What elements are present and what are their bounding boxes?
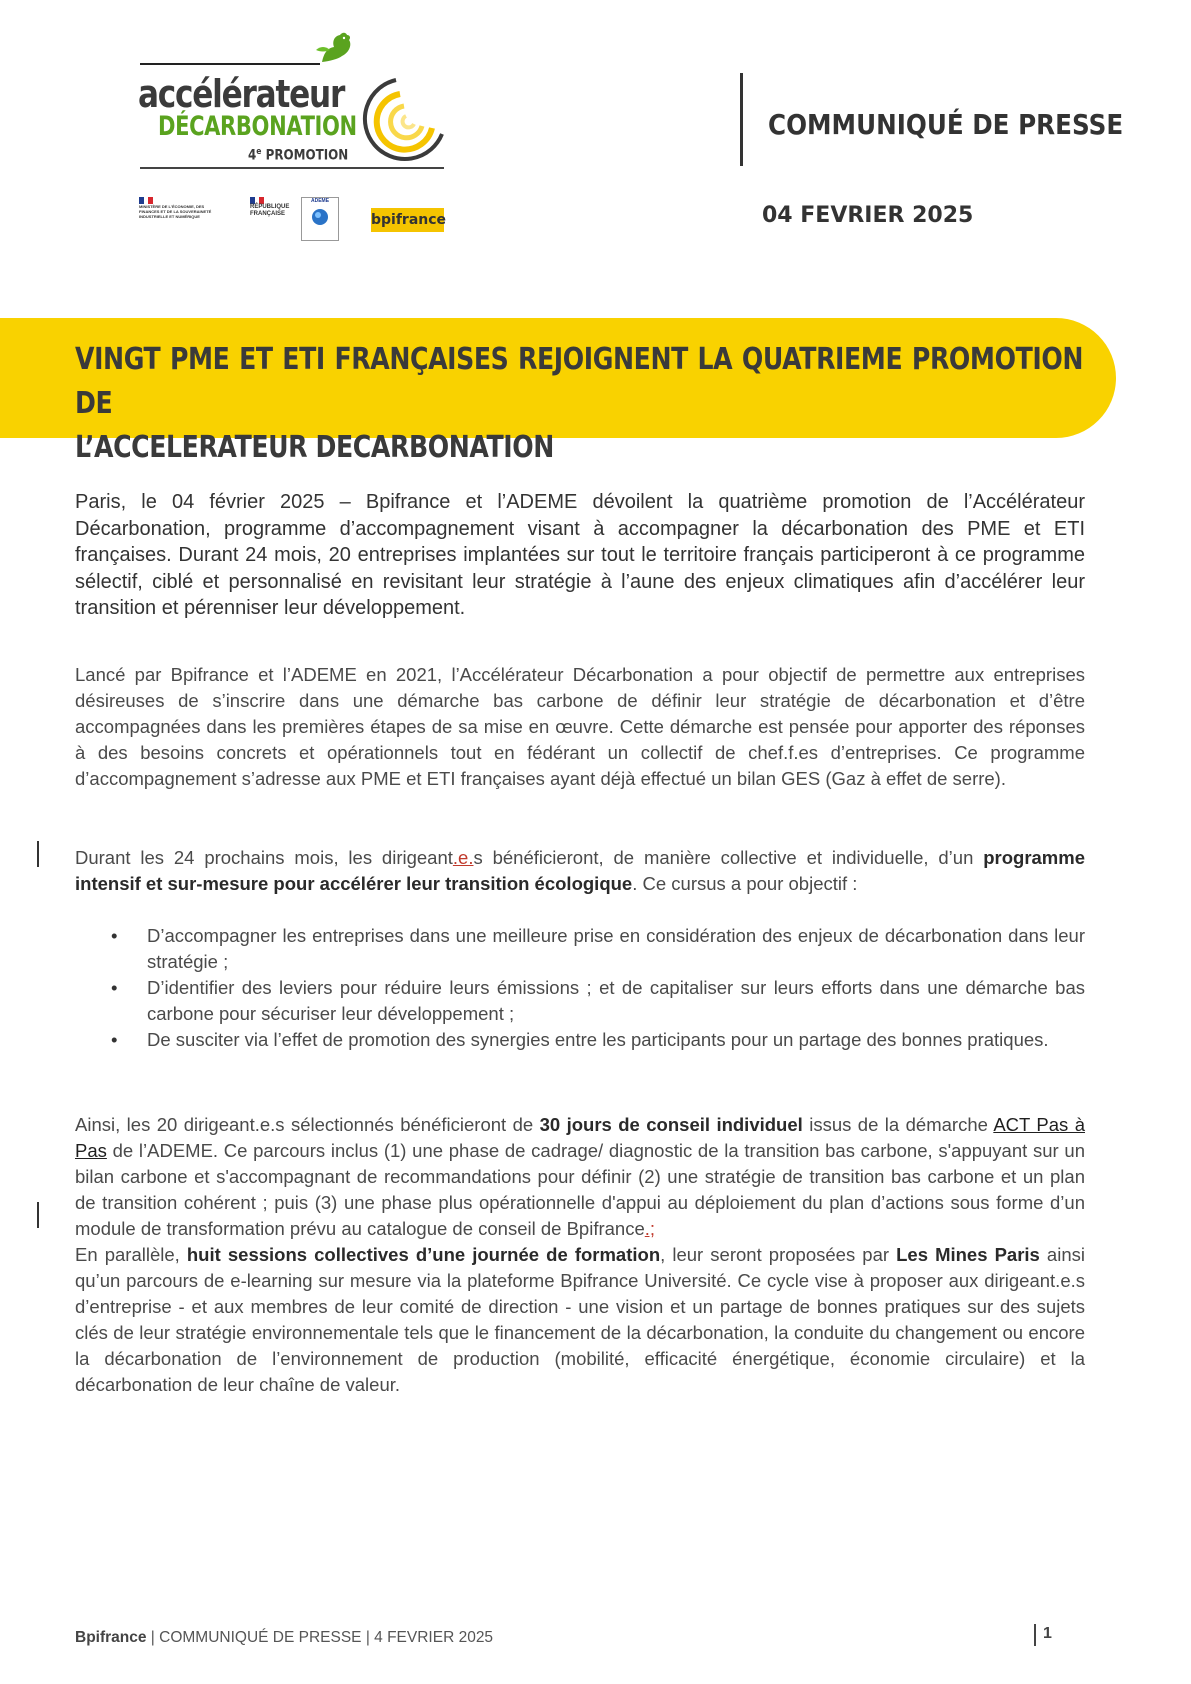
ademe-globe-icon bbox=[302, 204, 338, 234]
page-number: 1 bbox=[1043, 1625, 1052, 1642]
french-flag-icon bbox=[250, 197, 264, 204]
logo-base-line bbox=[140, 167, 444, 169]
paragraph-formation: En parallèle, huit sessions collectives d’une journée de formation, leur seront proposées par Les Mines Paris ainsi qu’un parcours de e-learning sur mesure via la plateforme Bpifrance Université. Ce cycle vise à proposer aux dirigeant.e.s d’entreprise - et aux membres de leur comité de direction - une vision et un partage de bonnes pratiques sur des sujets clés de leur stratégie environnementale tels que le financement de la décarbonation, la conduite du changement ou encore la décarbonation de l’environnement de production (mobilité, efficacité énergétique, économie circulaire) et la décarbonation de leur chaîne de valeur. bbox=[75, 1244, 1085, 1395]
header-divider bbox=[740, 73, 743, 166]
revision-bar bbox=[37, 1202, 39, 1228]
paragraph-launch: Lancé par Bpifrance et l’ADEME en 2021, l’Accélérateur Décarbonation a pour objectif de permettre aux entreprises désireuses de s’inscrire dans une démarche bas carbone de définir leur stratégie de décarbonation et d’être accompagnées dans les premières étapes de sa mise en œuvre. Cette démarche est pensée pour apporter des réponses à des besoins concrets et opérationnels tout en fédérant un collectif de chef.f.es d’entreprises. Ce programme d’accompagnement s’adresse aux PME et ETI françaises ayant déjà effectué un bilan GES (Gaz à effet de serre). bbox=[75, 664, 1085, 789]
logo-promotion: 4e PROMOTION bbox=[248, 147, 349, 164]
page-number-divider bbox=[1034, 1624, 1036, 1646]
bpifrance-logo: bpifrance bbox=[371, 208, 444, 232]
list-item: • De susciter via l’effet de promotion des synergies entre les participants pour un partage des bonnes pratiques. bbox=[75, 1027, 1085, 1053]
french-flag-icon bbox=[139, 197, 153, 204]
ministere-logo: MINISTÈRE DE L'ÉCONOMIE, DES FINANCES ET DE LA SOUVERAINETÉ INDUSTRIELLE ET NUMÉRIQUE bbox=[139, 197, 219, 243]
paragraph-conseil: Ainsi, les 20 dirigeant.e.s sélectionnés bénéficieront de 30 jours de conseil individuel issus de la démarche ACT Pas à Pas de l’ADEME. Ce parcours inclus (1) une phase de cadrage/ diagnostic de la transition bas carbone, s'appuyant sur un bilan carbone et s'accompagnant de recommandations pour définir (2) une stratégie de transition bas carbone et un plan de transition cohérent ; puis (3) une phase plus opérationnelle d'appui au déploiement du plan d’actions sous forme d’un module de transformation prévu au catalogue de conseil de Bpifrance.; bbox=[75, 1114, 1085, 1239]
doc-date: 04 FEVRIER 2025 bbox=[762, 203, 974, 228]
list-item: • D’identifier des leviers pour réduire leurs émissions ; et de capitaliser sur leurs efforts dans une démarche bas carbone pour sécuriser leur développement ; bbox=[75, 975, 1085, 1027]
doc-type-title: COMMUNIQUÉ DE PRESSE bbox=[768, 108, 1124, 141]
ademe-logo: ADEME bbox=[301, 197, 339, 241]
page-footer: Bpifrance | COMMUNIQUÉ DE PRESSE | 4 FEVRIER 2025 bbox=[75, 1629, 494, 1646]
rooster-icon bbox=[314, 30, 354, 66]
page-title: VINGT PME ET ETI FRANÇAISES REJOIGNENT LA QUATRIEME PROMOTION DE L’ACCELERATEUR DECARBONATION bbox=[75, 342, 1083, 465]
objectives-list bbox=[75, 923, 1085, 1053]
logo-word-accelerateur: accélérateur bbox=[138, 72, 345, 116]
logo-top-line bbox=[140, 63, 320, 65]
paragraph-program: Durant les 24 prochains mois, les dirigeant.e.s bénéficieront, de manière collective et individuelle, d’un programme intensif et sur-mesure pour accélérer leur transition écologique. Ce cursus a pour objectif : bbox=[75, 847, 1085, 894]
list-item: • D’accompagner les entreprises dans une meilleure prise en considération des enjeux de décarbonation dans leur stratégie ; bbox=[75, 923, 1085, 975]
revision-bar bbox=[37, 841, 39, 867]
lead-paragraph: Paris, le 04 février 2025 – Bpifrance et l’ADEME dévoilent la quatrième promotion de l’Accélérateur Décarbonation, programme d’accompagnement visant à accompagner la décarbonation des PME et ETI françaises. Durant 24 mois, 20 entreprises implantées sur tout le territoire français participeront à ce programme sélectif, ciblé et personnalisé en revisitant leur stratégie à l’aune des enjeux climatiques afin d’accélérer leur transition et pérenniser leur développement. bbox=[75, 491, 1085, 619]
act-pas-a-pas-link[interactable]: ACT Pas à Pas bbox=[75, 1114, 1085, 1161]
republique-francaise-logo: RÉPUBLIQUE FRANÇAISE bbox=[250, 197, 300, 243]
logo-swirl-icon bbox=[356, 72, 448, 172]
logo-word-decarbonation: DÉCARBONATION bbox=[158, 111, 357, 142]
